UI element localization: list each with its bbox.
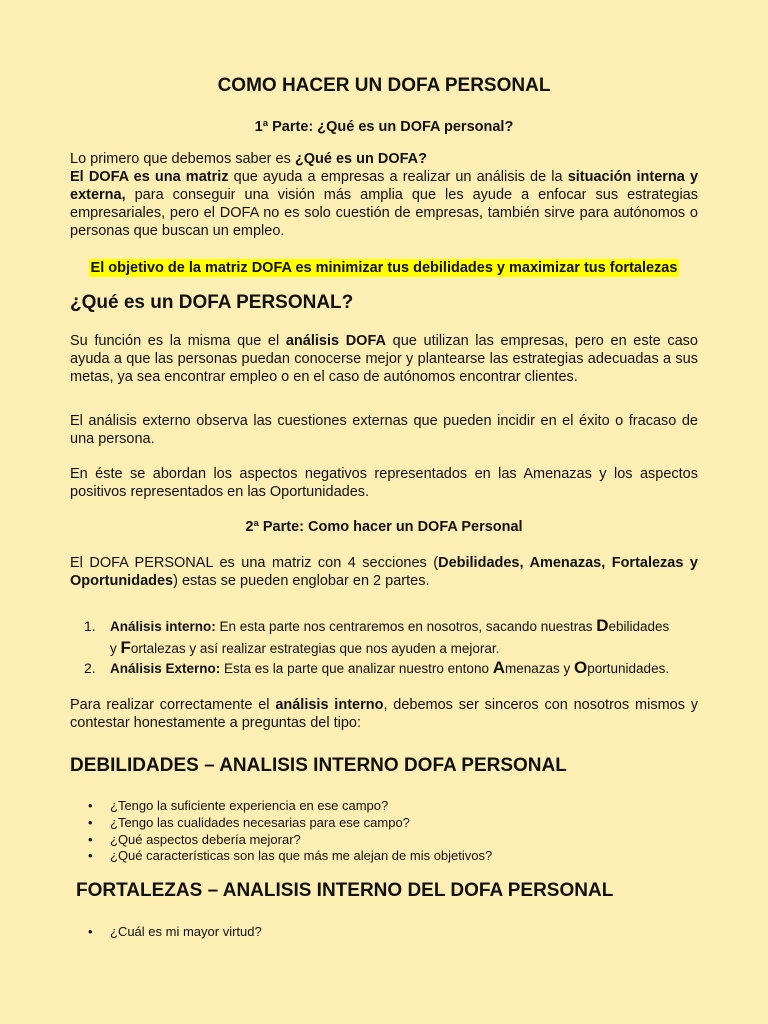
paragraph-3: En éste se abordan los aspectos negativos representados en las Amenazas y los aspectos positivos representados en las Oportunidades. [70,466,698,500]
list-item-text: ¿Tengo las cualidades necesarias para ese campo? [110,814,410,830]
bullet-icon: • [88,798,93,813]
list-item [88,848,688,865]
list-text: Esta es la parte que analizar nuestro entono [220,661,493,676]
para4-text-2: ) estas se pueden englobar en 2 partes. [173,573,430,589]
fortalezas-list [88,924,688,941]
intro-paragraph [70,168,698,240]
section3-heading: FORTALEZAS – ANALISIS INTERNO DEL DOFA PERSONAL [76,880,614,901]
list-text: ortalezas y así realizar estrategias que nos ayuden a mejorar. [130,641,500,656]
debilidades-list [88,798,688,865]
intro-text-1: que ayuda a empresas a realizar un análisis de la [228,169,568,185]
para1-text-2: que utilizan las empresas, pero en este caso ayuda a que las personas puedan conocerse mejor y plantearse las estrategias adecuadas a sus metas, ya sea encontrar empleo o en el caso de autónomos encontrar clientes. [70,333,698,385]
intro-bold: ¿Qué es un DOFA? [294,151,428,167]
list-initial: A [492,658,505,677]
para1-text: Su función es la misma que el [70,333,286,349]
list-continuation [84,637,698,659]
list-initial: F [120,638,131,657]
para4-text: El DOFA PERSONAL es una matriz con 4 secciones ( [70,555,439,571]
section1-heading: ¿Qué es un DOFA PERSONAL? [70,292,354,313]
list-item [88,798,688,815]
list-label: Análisis Externo: [110,661,221,676]
list-item-text: ¿Qué aspectos debería mejorar? [110,831,301,847]
list-number: 1. [84,618,96,634]
list-item-text: ¿Qué características son las que más me alejan de mis objetivos? [110,848,493,864]
list-label: Análisis interno: [110,619,216,634]
paragraph-4 [70,554,698,590]
section2-heading: DEBILIDADES – ANALISIS INTERNO DOFA PERSONAL [70,755,567,776]
bullet-icon: • [88,814,93,830]
numbered-list-item-2 [84,657,698,679]
para5-bold: análisis interno [275,697,384,713]
intro-line [70,150,698,168]
paragraph-5 [70,696,698,732]
bullet-icon: • [88,848,93,864]
highlight-line [0,259,768,277]
bullet-icon: • [88,831,93,847]
intro-text: Lo primero que debemos saber es [70,151,295,167]
para5-text-2: , debemos ser sinceros con nosotros mismos y contestar honestamente a preguntas del tipo: [70,697,699,731]
intro-text-2: para conseguir una visión más amplia que les ayude a enfocar sus estrategias empresariales, pero el DOFA no es solo cuestión de empresas, también sirve para autónomos o personas que buscan un empleo. [70,187,698,239]
list-item-text: ¿Tengo la suficiente experiencia en ese campo? [110,798,389,813]
list-initial: D [596,616,609,635]
list-number: 2. [84,660,96,676]
para5-text: Para realizar correctamente el [70,697,276,713]
para1-bold: análisis DOFA [285,333,386,349]
part1-heading: 1ª Parte: ¿Qué es un DOFA personal? [254,119,514,135]
bullet-icon: • [88,924,93,939]
list-initial: O [574,658,588,677]
list-text: portunidades. [587,661,670,676]
paragraph-1 [70,332,698,386]
intro-bold-2: situación interna y externa, [70,169,699,203]
list-text: menazas y [505,661,575,676]
list-text: y [110,641,121,656]
list-text: ebilidades [608,619,670,634]
para4-bold: Debilidades, Amenazas, Fortalezas y Oportunidades [70,555,698,589]
list-item [88,924,688,941]
part2-heading: 2ª Parte: Como hacer un DOFA Personal [245,519,523,535]
numbered-list-item-1 [84,615,698,659]
list-item-text: ¿Cuál es mi mayor virtud? [110,924,262,939]
document-title: COMO HACER UN DOFA PERSONAL [217,75,551,96]
list-item [88,815,688,832]
paragraph-2: El análisis externo observa las cuestiones externas que pueden incidir en el éxito o fracaso de una persona. [70,413,698,447]
list-text: En esta parte nos centraremos en nosotros, sacando nuestras [215,619,597,634]
highlighted-text: El objetivo de la matriz DOFA es minimizar tus debilidades y maximizar tus fortalezas [90,260,678,276]
list-item [88,832,688,849]
intro-bold-1: El DOFA es una matriz [70,169,229,185]
